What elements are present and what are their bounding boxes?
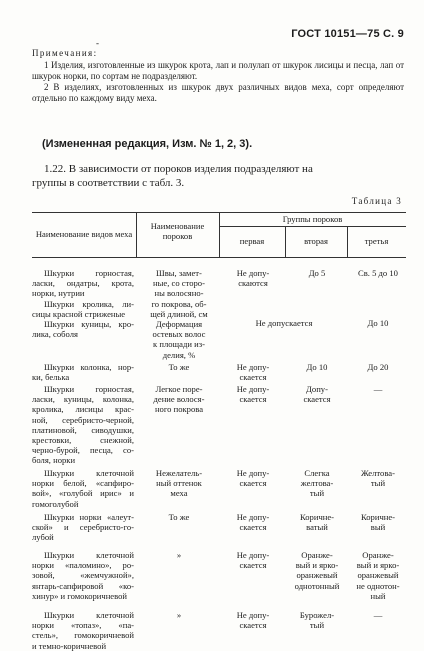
table-cell-fur: Шкурки горностая, ласки, ондатры, крота, норки, нутрии Шкурки кролика, ли- сицы красной стриженые Шкурки куницы, кро- лика, соболя [32,268,134,340]
table-cell-group3: Коричне- вый [360,512,396,533]
table-cell-defect: » [176,610,182,620]
th-defect-name: Наименование пороков [150,221,205,242]
note-1: 1 Изделия, изготовленные из шкурок крота, лап и полулап от шкурок лисицы и песца, лап от шкурок норки, по сортам не подразделяют. [32,60,405,81]
th-defect-groups: Группы пороков [282,214,343,224]
table-cell-fur: Шкурки норки «алеут- ской» и серебристо-го- лубой [32,512,134,543]
th-group-second: вторая [304,236,328,246]
margin-mark: - [96,38,99,48]
th-fur-type: Наименование видов меха [35,229,133,239]
groups-rule [219,226,406,227]
table-cell-group3: — [373,610,383,620]
th-group-first: первая [239,236,265,246]
table-cell-defect: » [176,550,182,560]
table-cell-group3: — [373,384,383,394]
redaction-note: (Измененная редакция, Изм. № 1, 2, 3). [42,138,253,150]
table-cell-group3: Оранже- вый и ярко- оранжевый не однотон- ный [356,550,400,601]
table-cell-fur: Шкурки горностая, ласки, куницы, колонка, кролика, лисицы крас- ной, серебристо-черной, платиновой, сиводушки, крестовки, снежной, черно-бурой, песца, со- боля, норки [32,384,134,466]
table-cell-group3: Желтова- тый [361,468,395,489]
table-cell-fur: Шкурки клеточной норки белой, «сапфиро- вой», «голубой ирис» и гомоголубой [32,468,134,509]
table-cell-group1: Не допу- скается [236,550,270,571]
table-cell-defect: То же [168,362,190,372]
table-cell-group1: Не допу- скается [236,384,270,405]
th-group-third: третья [364,236,389,246]
table-cell-group3: До 10 [367,318,389,328]
header-bottom-rule [32,257,406,258]
table-cell-group1: Не допу- скаются [236,268,270,289]
table-cell-group1: Не допу- скается [236,468,270,489]
table-cell-defect: То же [168,512,190,522]
table-cell-group2: Слегка желтова- тый [300,468,334,499]
table-cell-group3: Св. 5 до 10 [358,268,398,278]
notes-title: Примечания: [32,48,98,58]
table-cell-defect: Швы, замет- ные, со сторо- ны волосяно- го покрова, об- щей длиной, см Деформация остевых волос к площади из- делия, % [150,268,208,360]
table-cell-group2: Бурожел- тый [299,610,335,631]
page-header: ГОСТ 10151—75 С. 9 [291,28,404,40]
table-cell-defect: Нежелатель- ный оттенок меха [155,468,203,499]
table-cell-group2: Допу- скается [303,384,331,405]
table-cell-defect: Легкое поре- дение волося- ного покрова [153,384,205,415]
table-cell-group2: Коричне- ватый [299,512,335,533]
table-cell-group1: Не допу- скается [236,512,270,533]
table-cell-group3: До 20 [367,362,389,372]
table-cell-group1: Не допу- скается [236,610,270,631]
table-cell-group2: До 10 [306,362,328,372]
notes-block [32,48,404,104]
table-cell-group2: До 5 [308,268,326,278]
table-cell-group2: Оранже- вый и ярко- оранжевый однотонный [294,550,340,591]
table-cell-group12: Не допускается [255,318,313,328]
table-cell-fur: Шкурки колонка, нор- ки, белька [32,362,134,383]
paragraph-1-22: 1.22. В зависимости от пороков изделия подразделяют на группы в соответствии с табл. 3. [32,163,313,189]
table-cell-fur: Шкурки клеточной норки «паломино», ро- зовой, «жемчужной», янтарь-сапфировой «ко- хинур» и гомокоричневой [32,550,134,601]
table-cell-fur: Шкурки клеточной норки «топаз», «па- стель», гомокоричневой и темно-коричневой [32,610,134,651]
table-caption: Таблица 3 [351,196,402,206]
table-cell-group1: Не допу- скается [236,362,270,383]
note-2: 2 В изделиях, изготовленных из шкурок двух различных видов меха, сорт определяют отдельно по каждому виду меха. [32,82,405,103]
